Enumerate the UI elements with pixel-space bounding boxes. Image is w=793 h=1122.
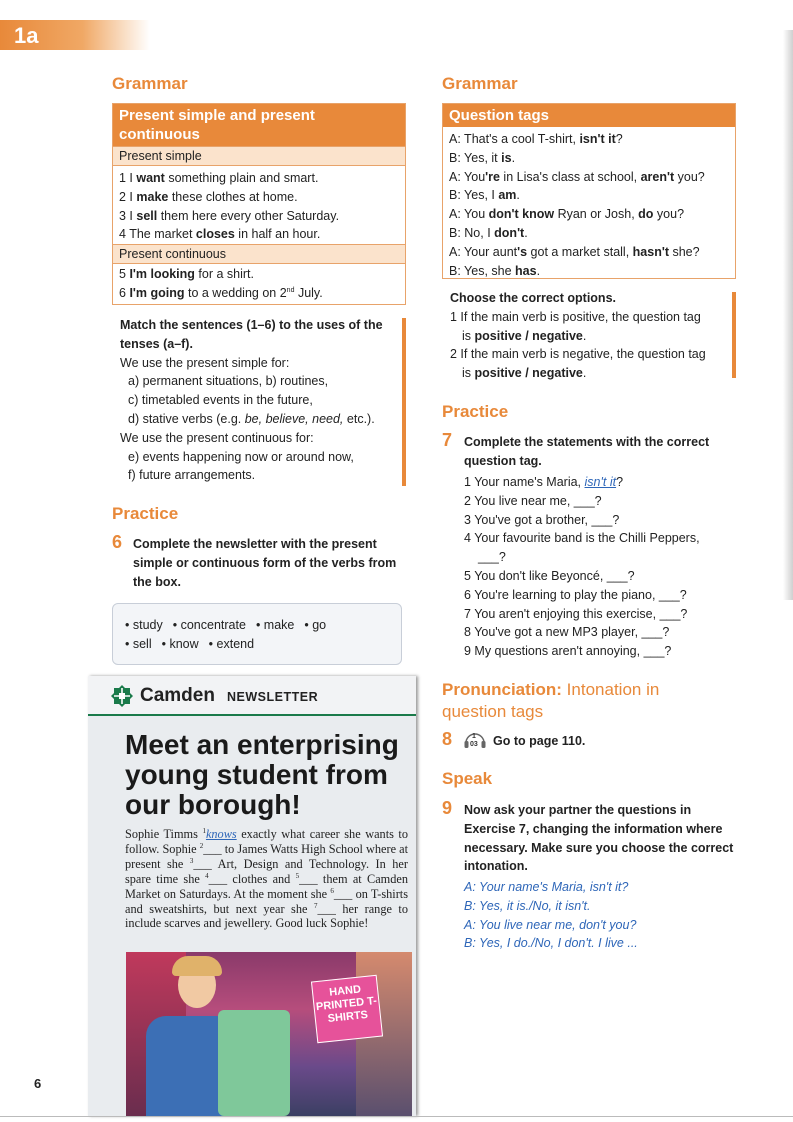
page-number: 6 [34, 1076, 42, 1091]
word-text: make [263, 618, 295, 632]
choose-instruction: Choose the correct options. [450, 291, 616, 305]
photo-girl-hair [172, 956, 222, 976]
present-simple-line-verb: want [136, 171, 165, 185]
continuous-intro: We use the present continuous for: [120, 430, 314, 445]
speak-example-4: B: Yes, I do./No, I don't. I live ... [464, 936, 638, 951]
gap-blank[interactable]: ___ [333, 886, 353, 901]
gap-blank[interactable]: ___ [193, 856, 212, 871]
exercise-8-instruction: Go to page 110. [493, 734, 586, 748]
newsletter-label: NEWSLETTER [227, 690, 319, 704]
present-simple-line-text: 1 I [119, 171, 137, 185]
word-chip [162, 637, 199, 651]
grammar-box-question-tags [442, 103, 736, 279]
ex7-item-2: 2 You live near me, ___? [464, 493, 602, 508]
question-tag-text: . [524, 225, 528, 240]
word-box-row-2 [125, 635, 264, 654]
ex7-item-3: 3 You've got a brother, ___? [464, 512, 620, 527]
present-continuous-line-text: for a shirt. [194, 267, 254, 282]
pronunciation-title-line2: question tags [442, 702, 544, 721]
bullet-icon: • [125, 618, 133, 632]
ex7-item-8: 8 You've got a new MP3 player, ___? [464, 625, 670, 640]
question-tag-text: she? [668, 244, 700, 259]
choose-line-2: 2 If the main verb is negative, the question tag [450, 347, 706, 362]
present-continuous-line-1 [113, 265, 405, 284]
present-simple-line-1 [113, 169, 405, 188]
newsletter-text: exactly what career she wants to follow. Sophie [125, 827, 408, 856]
exercise-9-instruction: Now ask your partner the questions in Exercise 7, changing the information where necessary. Make sure you choose the correct intonation. [464, 803, 734, 874]
present-simple-line-text: 3 I [119, 208, 137, 223]
question-tag-bold: is [501, 150, 512, 165]
question-tag-text: A: You [449, 169, 486, 184]
ex7-item-1 [464, 473, 744, 492]
question-tag-bold: don't know [488, 207, 555, 222]
newsletter-header [88, 676, 416, 716]
ex7-item-5: 5 You don't like Beyoncé, ___? [464, 568, 635, 583]
ex7-item-1-suffix: ? [616, 475, 624, 489]
match-instruction: Match the sentences (1–6) to the uses of the tenses (a–f). [120, 318, 383, 351]
choose-2-prefix: is [462, 366, 475, 381]
use-c: c) timetabled events in the future, [128, 393, 313, 408]
word-text: sell [132, 637, 152, 651]
photo-sign-text: HAND PRINTED T-SHIRTS [315, 983, 378, 1026]
present-simple-line-text: something plain and smart. [164, 171, 319, 185]
question-tag-text: A: That's a cool T-shirt, [449, 132, 580, 146]
ex7-item-7: 7 You aren't enjoying this exercise, ___? [464, 606, 688, 621]
gap-blank[interactable]: ___ [299, 871, 318, 886]
question-tag-line-5 [443, 205, 735, 224]
use-d-suffix: etc.). [343, 411, 375, 426]
question-tag-bold: hasn't [632, 244, 669, 259]
question-tag-text: B: Yes, I [449, 188, 499, 203]
newsletter-body [125, 827, 408, 931]
bullet-icon: • [208, 637, 217, 651]
newsletter-text: clothes and [227, 871, 296, 886]
question-tag-text: B: Yes, she [449, 263, 516, 278]
newsletter-rule [88, 714, 416, 716]
practice-heading-left: Practice [112, 504, 179, 523]
present-simple-line-text: these clothes at home. [168, 189, 298, 204]
pronunciation-title-rest: Intonation in [561, 680, 660, 699]
word-chip [209, 637, 254, 651]
present-simple-line-verb: closes [195, 227, 235, 242]
question-tag-line-7 [443, 243, 735, 262]
present-continuous-line-verb: I'm going [129, 285, 185, 300]
choose-1-prefix: is [462, 328, 475, 343]
newsletter-text: them at Camden Market on Saturdays. At the moment she [125, 871, 409, 901]
use-e: e) events happening now or around now, [128, 449, 354, 464]
present-continuous-line-sup: nd [286, 286, 295, 294]
newsletter-headline: Meet an enterprising young student from our borough! [125, 729, 399, 820]
grammar-box-title: Present simple and present continuous [113, 104, 405, 146]
bullet-icon: • [161, 637, 170, 651]
question-tag-line-2 [443, 149, 735, 168]
camden-logo-icon [110, 684, 134, 708]
word-chip [256, 618, 294, 632]
question-tag-text: ? [615, 132, 623, 146]
use-d [114, 410, 402, 429]
bullet-icon: • [304, 618, 313, 632]
speak-example-3: A: You live near me, don't you? [464, 917, 637, 932]
present-simple-line-text: them here every other Saturday. [157, 208, 340, 223]
audio-track-bottom: 03 [470, 741, 478, 748]
page-bottom-rule [0, 1116, 793, 1117]
exercise-6-number: 6 [112, 532, 123, 552]
question-tag-text: A: Your aunt [449, 244, 518, 259]
present-simple-line-text: 4 The market [119, 227, 196, 242]
ex7-item-4: 4 Your favourite band is the Chilli Peppers, [464, 531, 700, 546]
question-tag-bold: has [515, 263, 537, 278]
question-tag-line-4 [443, 186, 735, 205]
question-tag-bold: do [638, 207, 654, 222]
question-tag-text: B: No, I [449, 225, 495, 240]
present-simple-line-3 [113, 207, 405, 226]
use-d-prefix: d) stative verbs (e.g. [128, 411, 245, 426]
present-continuous-examples [113, 264, 405, 303]
bullet-icon: • [255, 618, 264, 632]
word-text: know [169, 637, 199, 651]
pronunciation-title-bold: Pronunciation: [442, 680, 562, 699]
present-simple-line-verb: sell [136, 208, 158, 223]
present-simple-line-text: in half an hour. [234, 227, 321, 242]
word-chip [173, 618, 246, 632]
exercise-7-number: 7 [442, 430, 453, 450]
choose-2-options[interactable]: positive / negative [474, 366, 583, 381]
match-side-bar [402, 318, 406, 486]
ex7-item-6: 6 You're learning to play the piano, ___? [464, 587, 687, 602]
question-tag-line-3 [443, 168, 735, 187]
simple-intro: We use the present simple for: [120, 355, 290, 370]
ex7-item-1-answer: isn't it [584, 475, 617, 489]
question-tag-text: A: You [449, 207, 489, 222]
gap-number: 3 [189, 856, 194, 865]
present-continuous-line-text: to a wedding on 2 [184, 285, 287, 300]
speak-heading: Speak [442, 769, 493, 788]
choose-1-options[interactable]: positive / negative [474, 328, 583, 343]
gap-number: 5 [295, 871, 300, 880]
choose-line-1: 1 If the main verb is positive, the question tag [450, 309, 701, 324]
newsletter-brand: Camden [140, 685, 215, 706]
newsletter-text: Art, Design and Technology. In her spare time she [125, 856, 408, 886]
word-text: go [312, 618, 327, 632]
present-simple-line-verb: make [136, 189, 169, 204]
word-chip [125, 618, 163, 632]
word-box [112, 603, 402, 665]
speak-example-2: B: Yes, it is./No, it isn't. [464, 898, 591, 913]
present-simple-label: Present simple [113, 146, 405, 166]
present-continuous-line-text: 6 [119, 285, 130, 300]
question-tag-text: . [536, 263, 541, 278]
question-tags-examples [443, 127, 735, 280]
present-simple-examples [113, 166, 405, 244]
audio-track-top: 1 [472, 733, 476, 740]
word-text: study [132, 618, 163, 632]
use-f: f) future arrangements. [128, 468, 256, 483]
gap-number: 1 [202, 826, 206, 835]
newsletter-text: Sophie Timms [125, 827, 203, 841]
bullet-icon: • [125, 637, 133, 651]
question-tags-title: Question tags [443, 104, 735, 127]
choose-line-1b: is positive / negative. [462, 328, 587, 343]
present-continuous-line-verb: I'm looking [129, 267, 195, 282]
speak-example-1: A: Your name's Maria, isn't it? [464, 880, 629, 894]
gap-blank[interactable]: ___ [203, 841, 222, 856]
speak-examples [464, 878, 638, 953]
question-tag-text: in Lisa's class at school, [499, 169, 641, 184]
question-tag-bold: aren't [640, 169, 675, 184]
question-tag-text: B: Yes, it [449, 150, 502, 165]
question-tag-line-6 [443, 224, 735, 243]
present-continuous-line-text: July. [294, 285, 323, 300]
choose-line-2b: is positive / negative. [462, 366, 587, 381]
newsletter-photo [126, 952, 412, 1116]
word-chip [125, 637, 152, 651]
grammar-box-tenses [112, 103, 406, 305]
photo-sign [311, 975, 383, 1044]
question-tag-bold: isn't it [579, 132, 616, 146]
grammar-heading-left: Grammar [112, 74, 188, 93]
word-text: extend [216, 637, 255, 651]
exercise-8-number: 8 [442, 729, 453, 749]
gap-blank[interactable]: ___ [208, 871, 228, 886]
unit-tab [0, 20, 150, 50]
exercise-6-instruction: Complete the newsletter with the present simple or continuous form of the verbs from the box. [133, 537, 397, 589]
word-text: concentrate [180, 618, 246, 632]
word-chip [304, 618, 326, 632]
page-edge-shadow [783, 30, 793, 600]
practice-heading-right: Practice [442, 402, 509, 421]
present-simple-line-2 [113, 188, 405, 207]
present-continuous-line-2 [113, 284, 405, 303]
gap-number: 7 [313, 901, 318, 910]
gap-answer: knows [205, 827, 237, 841]
question-tag-text: Ryan or Josh, [554, 207, 639, 222]
grammar-heading-right: Grammar [442, 74, 518, 93]
use-ab: a) permanent situations, b) routines, [128, 374, 329, 389]
exercise-7-instruction: Complete the statements with the correct question tag. [464, 435, 710, 468]
present-simple-line-text: 2 I [119, 189, 137, 204]
gap-number: 6 [330, 886, 334, 895]
question-tag-bold: am [498, 188, 517, 203]
question-tag-bold: 're [485, 169, 500, 184]
word-box-row-1 [125, 616, 336, 635]
newsletter-text: on T-shirts and sweatshirts, but next year she [125, 886, 408, 916]
ex7-item-4-tag: ___? [478, 550, 506, 565]
choose-side-bar [732, 292, 736, 378]
question-tag-text: got a market stall, [527, 244, 633, 259]
question-tag-bold: 's [517, 244, 528, 259]
question-tag-line-8 [443, 262, 735, 281]
present-continuous-line-text: 5 [119, 267, 130, 282]
exercise-9-number: 9 [442, 798, 453, 818]
pronunciation-heading [442, 679, 742, 723]
gap-blank[interactable]: ___ [317, 901, 336, 916]
newsletter-text: to James Watts High School where at present she [125, 841, 408, 871]
gap-number: 2 [199, 841, 204, 850]
present-continuous-label: Present continuous [113, 244, 405, 264]
question-tag-text: . [511, 150, 516, 165]
question-tag-text: . [516, 188, 520, 203]
newsletter-text: her range to include scarves and jewellery. Good luck Sophie! [125, 901, 408, 931]
choose-task [444, 289, 732, 383]
present-simple-line-4 [113, 225, 405, 244]
bullet-icon: • [172, 618, 181, 632]
unit-label: 1a [14, 23, 39, 48]
exercise-7-items [464, 473, 744, 661]
use-d-words: be, believe, need, [244, 411, 344, 426]
match-task [114, 316, 402, 485]
ex7-item-9: 9 My questions aren't annoying, ___? [464, 644, 672, 659]
photo-green-tshirt [218, 1010, 290, 1116]
newsletter [88, 676, 416, 1116]
question-tag-text: you? [674, 169, 705, 184]
question-tag-bold: don't [494, 225, 525, 240]
audio-track-icon[interactable] [463, 729, 487, 749]
question-tag-text: you? [653, 207, 685, 222]
question-tag-line-1 [443, 130, 735, 149]
ex7-item-1-prefix: 1 Your name's Maria, [464, 475, 585, 489]
gap-number: 4 [205, 871, 209, 880]
